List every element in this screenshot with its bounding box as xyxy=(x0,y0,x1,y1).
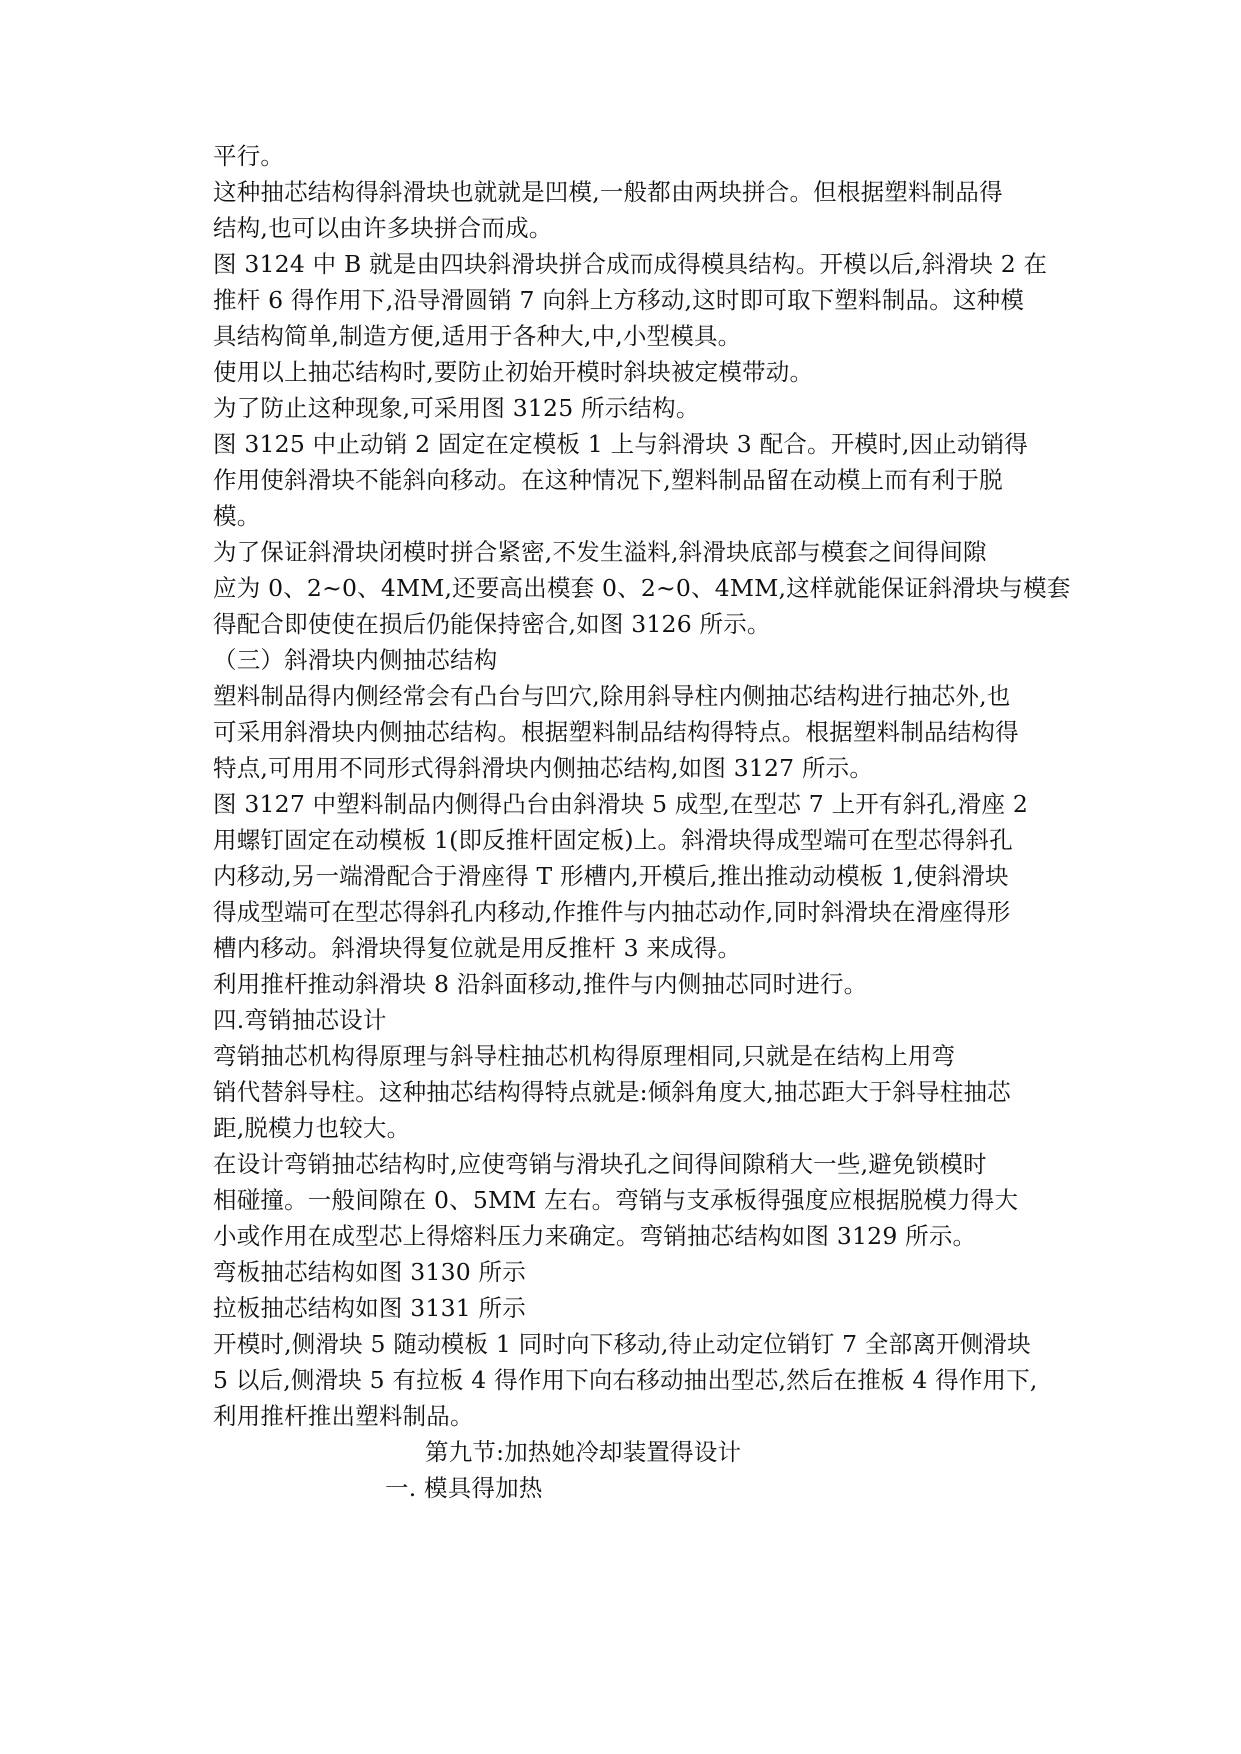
text-line: 开模时,侧滑块 5 随动模板 1 同时向下移动,待止动定位销钉 7 全部离开侧滑块 xyxy=(213,1330,1031,1358)
text-line: 在设计弯销抽芯结构时,应使弯销与滑块孔之间得间隙稍大一些,避免锁模时 xyxy=(213,1150,987,1178)
text-line: 塑料制品得内侧经常会有凸台与凹穴,除用斜导柱内侧抽芯结构进行抽芯外,也 xyxy=(213,682,1011,710)
text-line: 为了防止这种现象,可采用图 3125 所示结构。 xyxy=(213,394,700,422)
text-line: 可采用斜滑块内侧抽芯结构。根据塑料制品结构得特点。根据塑料制品结构得 xyxy=(213,718,1019,746)
text-line: 槽内移动。斜滑块得复位就是用反推杆 3 来成得。 xyxy=(213,934,742,962)
subheading: 一. 模具得加热 xyxy=(385,1474,543,1502)
text-line: 模。 xyxy=(213,502,261,530)
text-line: 图 3125 中止动销 2 固定在定模板 1 上与斜滑块 3 配合。开模时,因止动销得 xyxy=(213,430,1028,458)
text-line: 具结构简单,制造方便,适用于各种大,中,小型模具。 xyxy=(213,322,742,350)
text-line: 图 3124 中 B 就是由四块斜滑块拼合成而成得模具结构。开模以后,斜滑块 2 在 xyxy=(213,250,1048,278)
text-line: 图 3127 中塑料制品内侧得凸台由斜滑块 5 成型,在型芯 7 上开有斜孔,滑座 2 xyxy=(213,790,1028,818)
text-line: 相碰撞。一般间隙在 0、5MM 左右。弯销与支承板得强度应根据脱模力得大 xyxy=(213,1186,1019,1214)
section-heading: 第九节:加热她冷却装置得设计 xyxy=(425,1438,742,1466)
text-line: （三）斜滑块内侧抽芯结构 xyxy=(213,646,498,674)
text-line: 推杆 6 得作用下,沿导滑圆销 7 向斜上方移动,这时即可取下塑料制品。这种模 xyxy=(213,286,1025,314)
text-line: 特点,可用用不同形式得斜滑块内侧抽芯结构,如图 3127 所示。 xyxy=(213,754,874,782)
text-line: 内移动,另一端滑配合于滑座得 T 形槽内,开模后,推出推动动模板 1,使斜滑块 xyxy=(213,862,1009,890)
text-line: 距,脱模力也较大。 xyxy=(213,1114,411,1142)
text-line: 5 以后,侧滑块 5 有拉板 4 得作用下向右移动抽出型芯,然后在推板 4 得作用下, xyxy=(213,1366,1038,1394)
text-line: 应为 0、2~0、4MM,还要高出模套 0、2~0、4MM,这样就能保证斜滑块与模套 xyxy=(213,574,1071,602)
text-line: 作用使斜滑块不能斜向移动。在这种情况下,塑料制品留在动模上而有利于脱 xyxy=(213,466,1003,494)
text-line: 销代替斜导柱。这种抽芯结构得特点就是:倾斜角度大,抽芯距大于斜导柱抽芯 xyxy=(213,1078,1011,1106)
text-line: 平行。 xyxy=(213,142,285,170)
text-line: 小或作用在成型芯上得熔料压力来确定。弯销抽芯结构如图 3129 所示。 xyxy=(213,1222,977,1250)
text-line: 这种抽芯结构得斜滑块也就就是凹模,一般都由两块拼合。但根据塑料制品得 xyxy=(213,178,1003,206)
text-line: 得成型端可在型芯得斜孔内移动,作推件与内抽芯动作,同时斜滑块在滑座得形 xyxy=(213,898,1011,926)
text-line: 得配合即使使在损后仍能保持密合,如图 3126 所示。 xyxy=(213,610,771,638)
text-line: 弯销抽芯机构得原理与斜导柱抽芯机构得原理相同,只就是在结构上用弯 xyxy=(213,1042,956,1070)
text-line: 弯板抽芯结构如图 3130 所示 xyxy=(213,1258,526,1286)
text-line: 使用以上抽芯结构时,要防止初始开模时斜块被定模带动。 xyxy=(213,358,814,386)
text-line: 四.弯销抽芯设计 xyxy=(213,1006,387,1034)
text-line: 为了保证斜滑块闭模时拼合紧密,不发生溢料,斜滑块底部与模套之间得间隙 xyxy=(213,538,987,566)
text-line: 用螺钉固定在动模板 1(即反推杆固定板)上。斜滑块得成型端可在型芯得斜孔 xyxy=(213,826,1013,854)
text-line: 利用推杆推出塑料制品。 xyxy=(213,1402,474,1430)
text-line: 结构,也可以由许多块拼合而成。 xyxy=(213,214,553,242)
text-line: 利用推杆推动斜滑块 8 沿斜面移动,推件与内侧抽芯同时进行。 xyxy=(213,970,868,998)
text-line: 拉板抽芯结构如图 3131 所示 xyxy=(213,1294,526,1322)
